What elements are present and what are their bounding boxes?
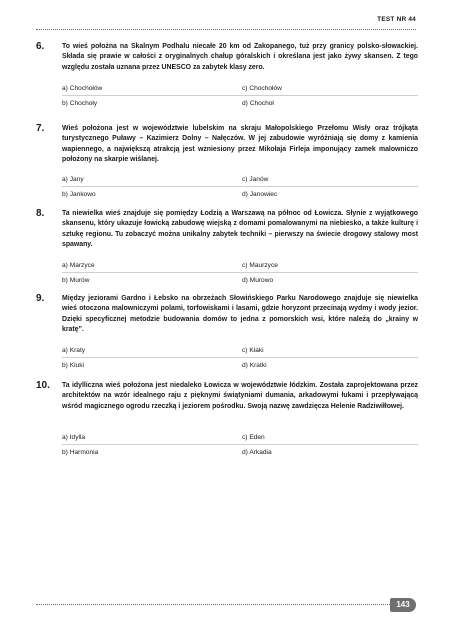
option-c[interactable]: c) Chochołów: [242, 85, 282, 92]
header-dotted-rule: [36, 29, 416, 30]
test-number-label: TEST NR 44: [377, 16, 416, 23]
option-d[interactable]: d) Kratki: [242, 362, 267, 369]
option-divider: [62, 95, 418, 96]
page-number-badge: 143: [390, 598, 416, 612]
option-divider: [62, 272, 418, 273]
option-a[interactable]: a) Chochołów: [62, 85, 103, 92]
footer-dotted-rule: [36, 604, 390, 605]
question-number: 9.: [36, 293, 45, 304]
option-divider: [62, 444, 418, 445]
option-d[interactable]: d) Chochoł: [242, 100, 274, 107]
page-header: [36, 16, 416, 30]
option-a[interactable]: a) Jany: [62, 176, 84, 183]
option-b[interactable]: b) Chochoły: [62, 100, 98, 107]
option-d[interactable]: d) Janowiec: [242, 191, 278, 198]
option-d[interactable]: d) Murowo: [242, 277, 274, 284]
option-c[interactable]: c) Janów: [242, 176, 269, 183]
option-b[interactable]: b) Jankowo: [62, 191, 96, 198]
question-text: Między jeziorami Gardno i Łebsko na obrzeżach Słowińskiego Parku Narodowego znajduje się niewielka wieś otoczona malowniczymi polami, torfowiskami i lasami, gdzie horyzont przecinają wydmy i wody jezior. Dzięki specyficznej metodzie budowania domów to jedna z pomorskich wsi, które należą do „krainy w kratę”.: [62, 295, 418, 333]
option-c[interactable]: c) Kłaki: [242, 347, 264, 354]
option-b[interactable]: b) Harmonia: [62, 449, 99, 456]
question-number: 10.: [36, 380, 50, 391]
question-number: 6.: [36, 41, 45, 52]
option-a[interactable]: a) Marzyce: [62, 262, 95, 269]
question-text: To wieś położna na Skalnym Podhalu niecałe 20 km od Zakopanego, tuż przy granicy polsko-słowackiej. Składa się prawie w całości z oryginalnych chałup góralskich i określana jest jako żywy skansen. Z tego względu została uznana przez UNESCO za zabytek klasy zero.: [62, 43, 418, 71]
option-d[interactable]: d) Arkadia: [242, 449, 272, 456]
question-number: 8.: [36, 208, 45, 219]
question-number: 7.: [36, 123, 45, 134]
question-text: Ta niewielka wieś znajduje się pomiędzy Łodzią a Warszawą na północ od Łowicza. Słynie z wyjątkowego skansenu, który ukazuje łowicką zabudowę wiejską z domami pomalowanymi na niebiesko, a także kulturę i sztukę regionu. Tu zobaczyć można unikalny zabytek techniki – pierwszy na świecie drogowy stalowy most spawany.: [62, 210, 418, 248]
option-b[interactable]: b) Kluki: [62, 362, 84, 369]
option-a[interactable]: a) Idylla: [62, 434, 86, 441]
option-divider: [62, 186, 418, 187]
option-b[interactable]: b) Murów: [62, 277, 90, 284]
question-text: Wieś położona jest w województwie lubelskim na skraju Małopolskiego Przełomu Wisły oraz trójkąta turystycznego Puławy – Kazimierz Dolny – Nałęczów. W jej zabudowie wyróżniają się domy z kamienia wapiennego, a największą atrakcją jest wzniesiony przez Mikołaja Firleja imponujący zamek malowniczo położony na skarpie wiślanej.: [62, 125, 418, 163]
option-divider: [62, 357, 418, 358]
option-c[interactable]: c) Maurzyce: [242, 262, 278, 269]
option-c[interactable]: c) Eden: [242, 434, 265, 441]
option-a[interactable]: a) Kraty: [62, 347, 86, 354]
question-text: Ta idylliczna wieś położona jest niedaleko Łowicza w województwie łódzkim. Została zaprojektowana przez architektów na wzór idealnego raju z pięknymi świątyniami dumania, arkadowymi łukami i przepływającą wśród magicznego ogrodu rzeczką i jeziorem pośrodku. Swoją nazwę zawdzięcza Helenie Radziwiłłowej.: [62, 382, 418, 410]
